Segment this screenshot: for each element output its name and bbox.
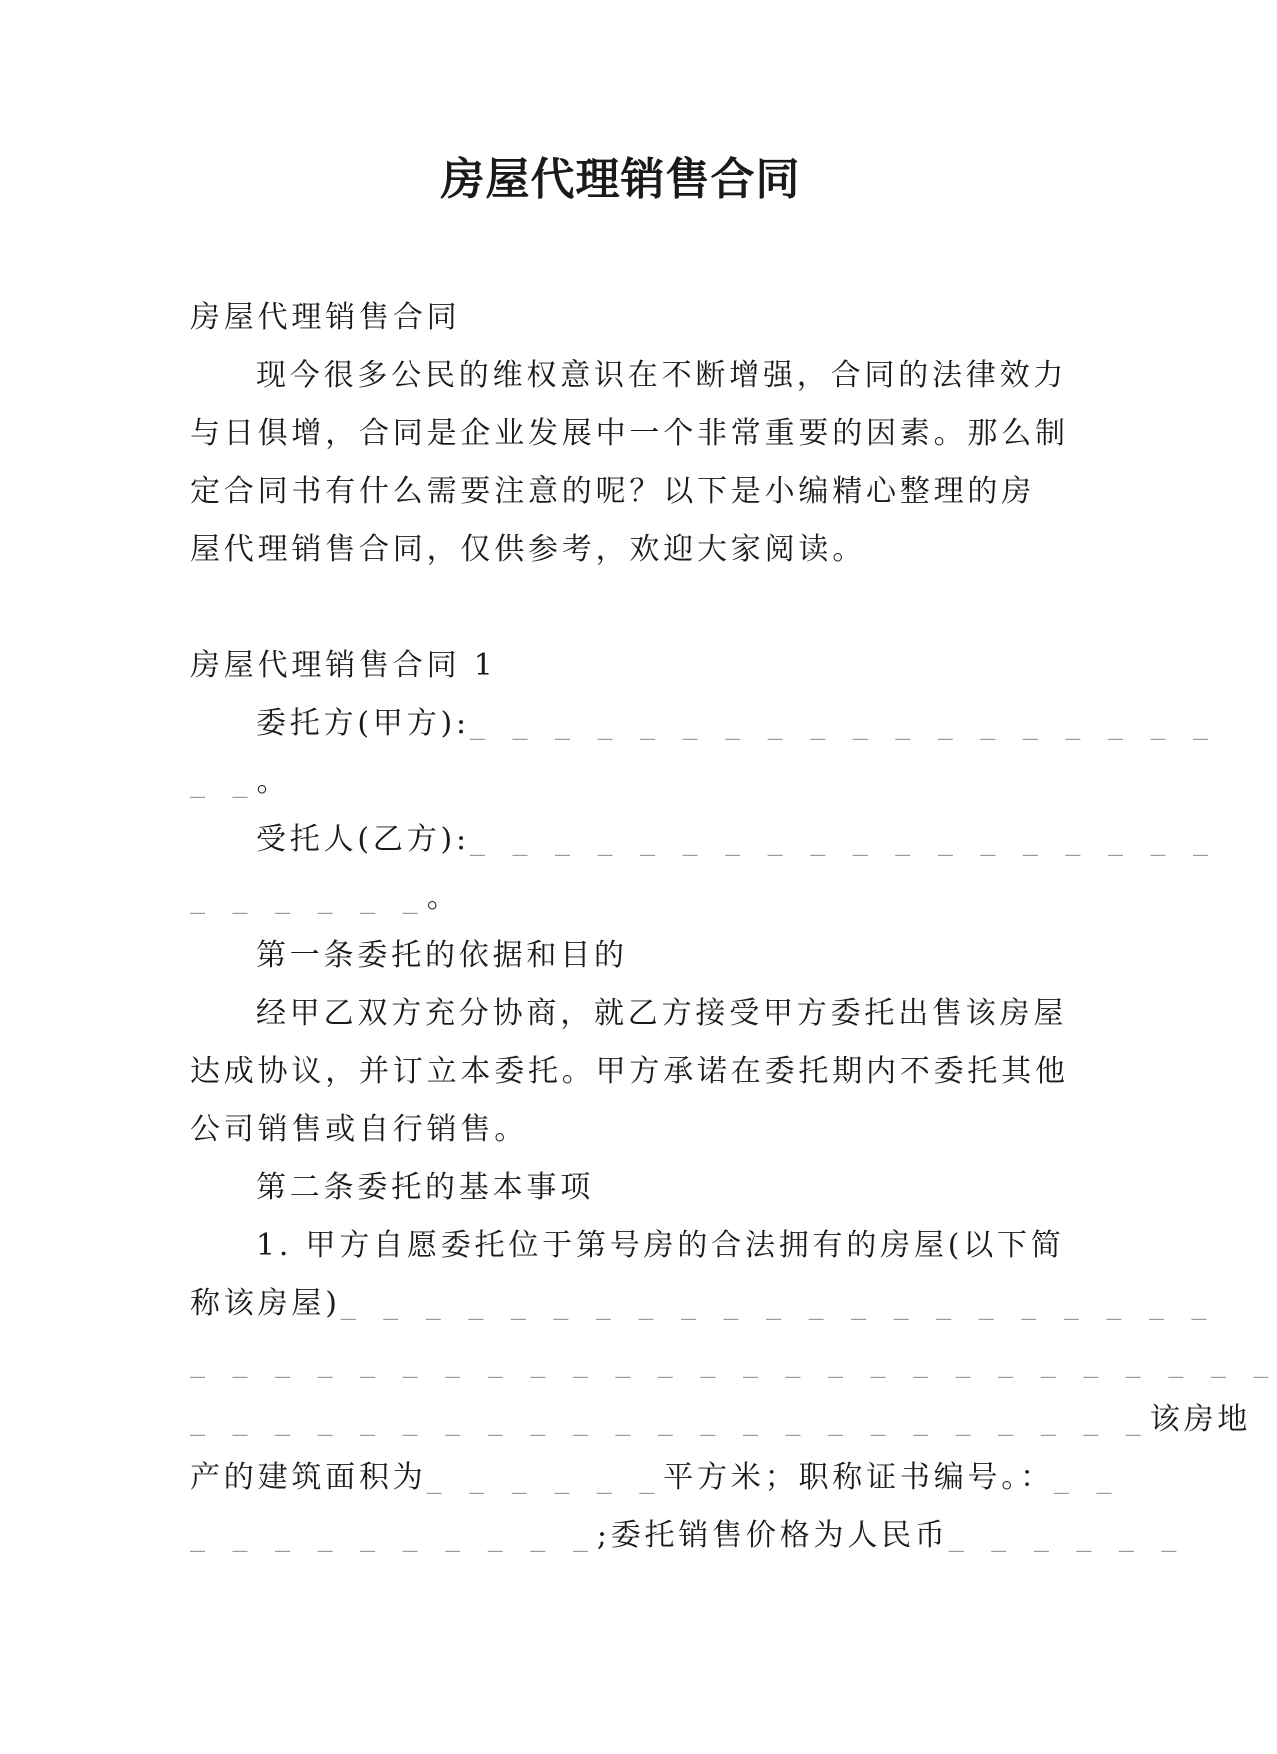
fill-blank: _ _ _ _ _ _ _ _ _ _ _ _ _ _ _ _ _ _ _ _ _ xyxy=(340,1286,1216,1321)
fill-blank: _ _ xyxy=(1053,1460,1121,1495)
line-text: 产的建筑面积为 xyxy=(190,1460,427,1495)
article-heading xyxy=(256,1168,1050,1208)
fill-blank: _ _ _ _ _ _ _ _ _ _ _ _ _ _ _ _ _ _ _ _ _ _ _ _ _ _ xyxy=(190,1344,1277,1379)
article-body-line xyxy=(190,1052,1069,1092)
intro-line xyxy=(190,414,1069,454)
line-text: 。 xyxy=(426,880,461,915)
line-text: 该房地 xyxy=(1149,1402,1252,1437)
fill-blank: _ _ _ _ _ _ xyxy=(426,1460,664,1495)
line-text: 与日俱增，合同是企业发展中一个非常重要的因素。那么制 xyxy=(190,416,1069,451)
article-body-line xyxy=(190,1284,1216,1324)
intro-line xyxy=(190,472,1050,512)
fill-blank: _ _ _ _ _ _ xyxy=(190,880,427,915)
line-text: 第二条委托的基本事项 xyxy=(256,1170,594,1205)
article-heading xyxy=(256,936,1050,976)
intro-line xyxy=(190,530,1050,570)
party-b-line xyxy=(256,820,1218,860)
fill-blank: _ _ xyxy=(190,764,257,799)
article-body-line xyxy=(256,994,1068,1034)
document-title: 房屋代理销售合同 xyxy=(440,154,801,205)
party-a-line xyxy=(256,704,1218,744)
fill-blank: _ _ _ _ _ _ _ _ _ _ xyxy=(190,1518,597,1553)
fill-blank: _ _ _ _ _ _ xyxy=(948,1518,1186,1553)
line-text: 第一条委托的依据和目的 xyxy=(256,938,628,973)
line-text: 。 xyxy=(256,764,291,799)
fill-blank: _ _ _ _ _ _ _ _ _ _ _ _ _ _ _ _ _ _ _ _ _ _ _ xyxy=(190,1402,1150,1437)
line-text: 称该房屋) xyxy=(190,1286,341,1321)
blank-line xyxy=(190,1342,1277,1382)
line-text: 经甲乙双方充分协商，就乙方接受甲方委托出售该房屋 xyxy=(256,996,1068,1031)
area-line xyxy=(190,1458,1121,1498)
blank-line xyxy=(190,1400,1252,1440)
line-text: 房屋代理销售合同 1 xyxy=(190,648,497,683)
price-line xyxy=(190,1516,1186,1556)
line-text: 受托人(乙方): xyxy=(256,822,470,857)
article-body-line xyxy=(190,1110,1050,1150)
line-text: 达成协议，并订立本委托。甲方承诺在委托期内不委托其他 xyxy=(190,1054,1069,1089)
line-text: 平方米；职称证书编号。： xyxy=(663,1460,1054,1495)
subtitle-line xyxy=(190,298,1050,338)
fill-blank: _ _ _ _ _ _ _ _ _ _ _ _ _ _ _ _ _ _ xyxy=(469,706,1218,741)
article-body-line xyxy=(256,1226,1065,1266)
line-text: ;委托销售价格为人民币 xyxy=(596,1518,949,1553)
party-a-line-cont xyxy=(190,762,1050,802)
line-text: 公司销售或自行销售。 xyxy=(190,1112,528,1147)
line-text: 房屋代理销售合同 xyxy=(190,300,461,335)
fill-blank: _ _ _ _ _ _ _ _ _ _ _ _ _ _ _ _ _ _ xyxy=(469,822,1218,857)
section-heading xyxy=(190,646,1050,686)
line-text: 定合同书有什么需要注意的呢？以下是小编精心整理的房 xyxy=(190,474,1035,509)
line-text: 1. 甲方自愿委托位于第号房的合法拥有的房屋(以下简 xyxy=(256,1228,1065,1263)
line-text: 委托方(甲方): xyxy=(256,706,470,741)
party-b-line-cont xyxy=(190,878,1050,918)
intro-line xyxy=(256,356,1068,396)
line-text: 屋代理销售合同，仅供参考，欢迎大家阅读。 xyxy=(190,532,866,567)
line-text: 现今很多公民的维权意识在不断增强，合同的法律效力 xyxy=(256,358,1068,393)
